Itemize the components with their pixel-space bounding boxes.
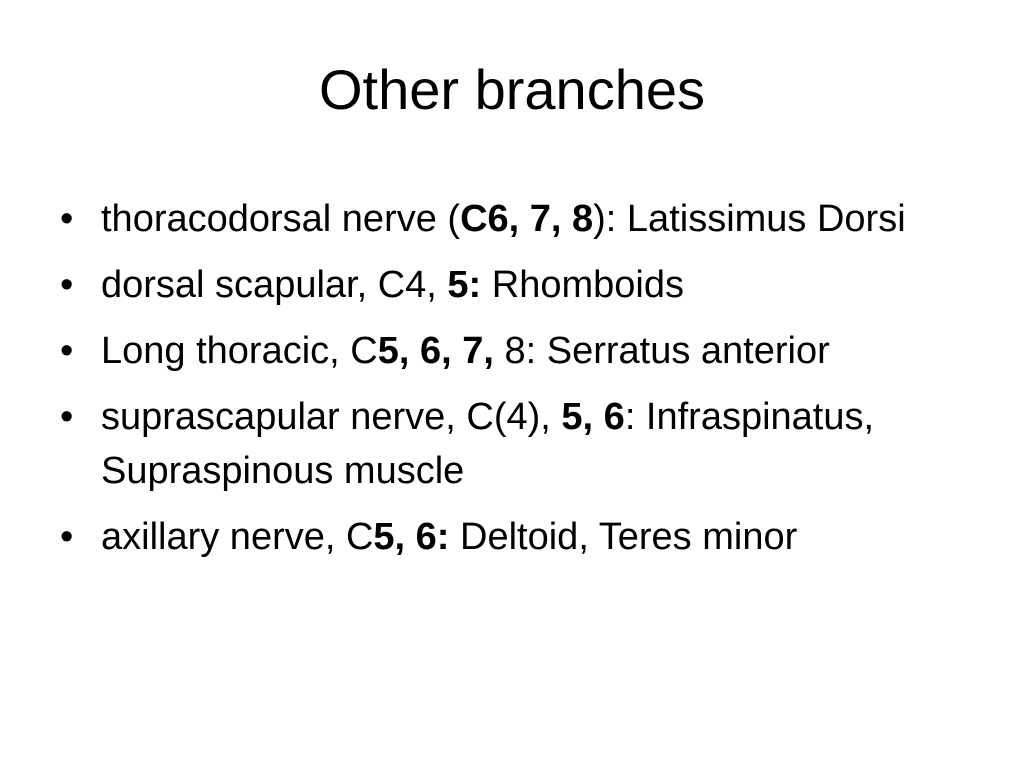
slide-title: Other branches — [319, 58, 705, 121]
bullet-dot-icon: • — [60, 264, 74, 306]
bullet-text-part: thoracodorsal nerve ( — [101, 198, 461, 240]
bullet-text-part: Long thoracic, C — [101, 330, 378, 372]
bullet-dot-icon: • — [60, 396, 74, 438]
bullet-text-bold: 5, 6 — [561, 396, 625, 438]
bullet-text-part: 8: Serratus anterior — [493, 330, 830, 372]
bullet-item — [60, 324, 970, 378]
bullet-dot-icon: • — [60, 330, 74, 372]
bullet-text-bold: C6, 7, 8 — [460, 198, 594, 240]
bullet-item — [60, 192, 970, 246]
bullet-item — [60, 390, 970, 498]
bullet-text-bold: 5, 6: — [373, 516, 450, 558]
bullet-item — [60, 510, 970, 564]
bullet-text-part: ): Latissimus Dorsi — [593, 198, 906, 240]
bullet-item — [60, 258, 970, 312]
bullet-text-part: dorsal scapular, C4, — [101, 264, 448, 306]
bullet-dot-icon: • — [60, 198, 74, 240]
bullet-text-part: suprascapular nerve, C(4), — [101, 396, 562, 438]
bullet-text-part: axillary nerve, C — [101, 516, 374, 558]
bullet-text-part: Rhomboids — [481, 264, 684, 306]
bullet-dot-icon: • — [60, 516, 74, 558]
bullet-list — [60, 192, 970, 576]
bullet-text-bold: 5: — [447, 264, 482, 306]
bullet-text-part: Deltoid, Teres minor — [449, 516, 798, 558]
bullet-text-part: : Infraspinatus, Supraspinous muscle — [101, 396, 875, 492]
bullet-text-bold: 5, 6, 7, — [377, 330, 494, 372]
